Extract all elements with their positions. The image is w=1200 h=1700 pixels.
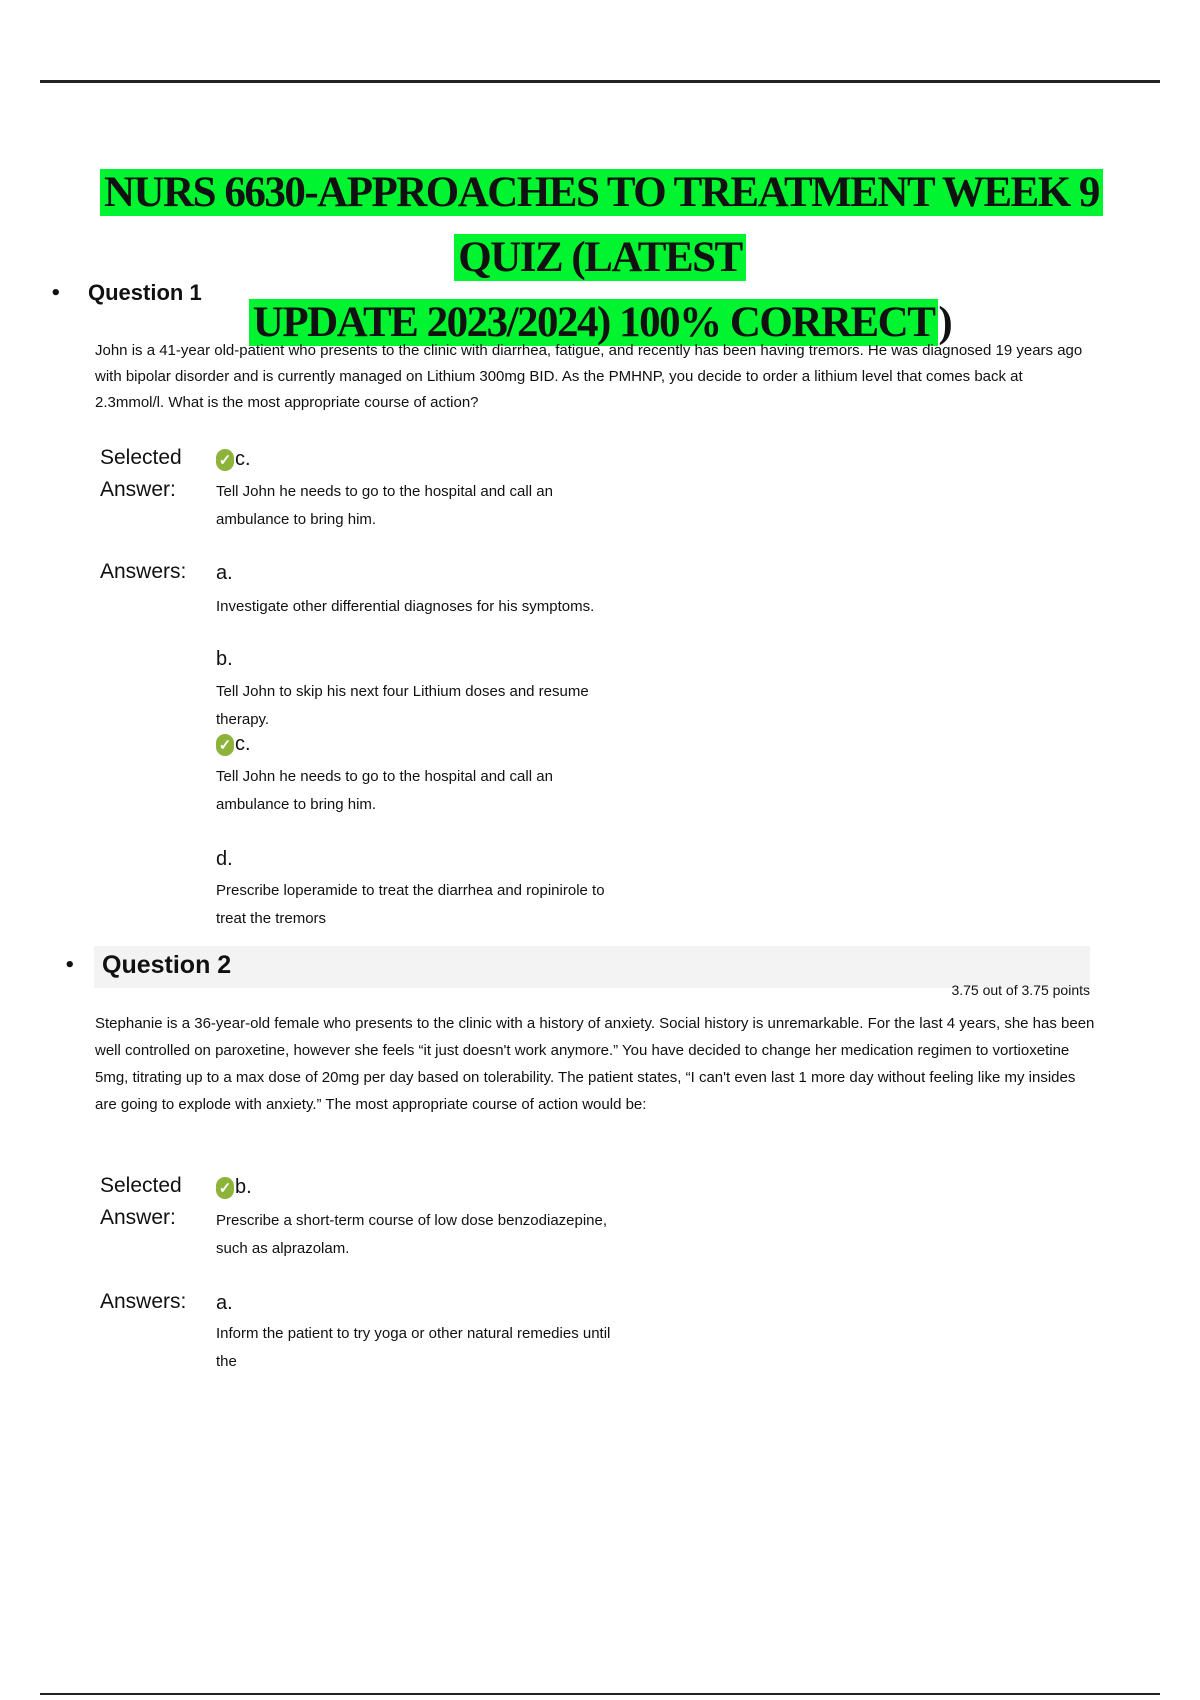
question-2-text: Stephanie is a 36-year-old female who presents to the clinic with a history of anxiety. Social history is unremarkable. For the last 4 years, she has been well controlled on paroxetine, however she feels “it just doesn't work anymore.” You have decided to change her medication regimen to vortioxetine 5mg, titrating up to a max dose of 20mg per day based on tolerability. The patient states, “I can't even last 1 more day without feeling like my insides are going to explode with anxiety.” The most appropriate course of action would be:: [95, 1015, 1095, 1113]
q2-answer-letter-a: a.: [216, 1292, 233, 1314]
check-icon: ✓: [216, 734, 234, 756]
question-2-points: 3.75 out of 3.75 points: [951, 982, 1090, 998]
q1-answer-letter-b: b.: [216, 648, 233, 670]
title-line-1: NURS 6630-APPROACHES TO TREATMENT WEEK 9 QUIZ (LATEST: [104, 169, 1099, 281]
title-highlight: [100, 169, 1103, 346]
q1-answer-letter-a: a.: [216, 562, 233, 584]
title-line-2: UPDATE 2023/2024) 100% CORRECT: [252, 299, 935, 346]
q1-answer-text-d: Prescribe loperamide to treat the diarrhea and ropinirole to treat the tremors: [216, 882, 605, 927]
q2-selected-text: Prescribe a short-term course of low dose benzodiazepine, such as alprazolam.: [216, 1212, 608, 1257]
top-rule: [40, 80, 1160, 83]
q1-answers-label: Answers:: [100, 560, 187, 583]
bullet-icon: •: [64, 955, 76, 976]
q1-answer-letter-d: d.: [216, 848, 233, 870]
bullet-icon: •: [50, 283, 62, 304]
q1-answer-text-a: Investigate other differential diagnoses for his symptoms.: [216, 598, 595, 615]
q1-selected-text: Tell John he needs to go to the hospital and call an ambulance to bring him.: [216, 483, 553, 528]
bottom-rule: [40, 1693, 1160, 1695]
q1-answer-letter-c: ✓ c.: [216, 733, 251, 756]
title-tail: ): [938, 299, 952, 346]
question-1-text: John is a 41-year old-patient who presents to the clinic with diarrhea, fatigue, and recently has been having tremors. He was diagnosed 19 years ago with bipolar disorder and is currently managed on Lithium 300mg BID. As the PMHNP, you decide to order a lithium level that comes back at 2.3mmol/l. What is the most appropriate course of action?: [95, 342, 1083, 411]
question-2-header-band: [94, 946, 1090, 988]
q2-answer-text-a: Inform the patient to try yoga or other natural remedies until the: [216, 1325, 611, 1370]
q1-selected-letter: ✓ c.: [216, 448, 251, 471]
check-icon: ✓: [216, 1177, 234, 1199]
q2-selected-label: Selected Answer:: [100, 1174, 182, 1229]
q1-answer-text-c: Tell John he needs to go to the hospital and call an ambulance to bring him.: [216, 768, 553, 813]
q2-answers-label: Answers:: [100, 1290, 187, 1313]
question-2-heading: Question 2: [102, 951, 232, 979]
q1-answer-text-b: Tell John to skip his next four Lithium doses and resume therapy.: [216, 683, 589, 728]
question-1-heading: Question 1: [88, 280, 202, 305]
q1-selected-label: Selected Answer:: [100, 446, 182, 501]
document-title: [100, 160, 1100, 355]
check-icon: ✓: [216, 449, 234, 471]
q2-selected-letter: ✓ b.: [216, 1176, 252, 1199]
